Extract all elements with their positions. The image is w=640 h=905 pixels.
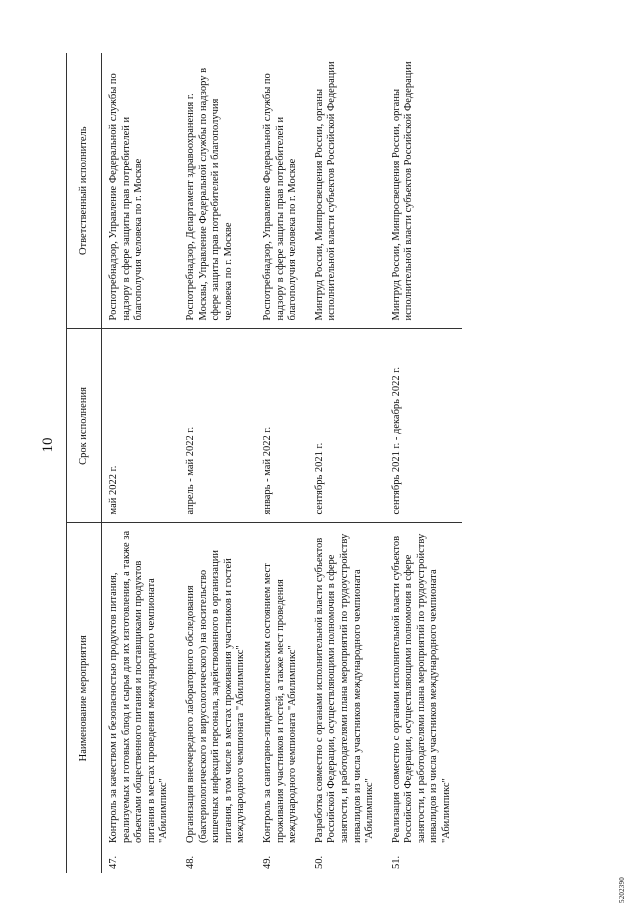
- cell-name: [256, 523, 308, 873]
- header-responsible: Ответственный исполнитель: [67, 53, 102, 329]
- page-number: 10: [40, 437, 56, 453]
- header-term: Срок исполнения: [67, 329, 102, 523]
- row-number: 47.: [108, 855, 119, 869]
- cell-term: апрель - май 2022 г.: [179, 329, 256, 523]
- cell-name: [308, 523, 385, 873]
- cell-responsible: Минтруд России, Минпросвещения России, органы исполнительной власти субъектов Российской Федерации: [385, 53, 462, 329]
- cell-term: январь - май 2022 г.: [256, 329, 308, 523]
- table-header-row: [67, 53, 102, 873]
- measure-name: Контроль за санитарно-эпидемиологическим состоянием мест проживания участников и гостей, а также мест проведения международного чемпионата "Абилимпикс": [261, 563, 299, 843]
- cell-responsible: Минтруд России, Минпросвещения России, органы исполнительной власти субъектов Российской Федерации: [308, 53, 385, 329]
- cell-name: [179, 523, 256, 873]
- table-row: [102, 53, 179, 873]
- cell-term: сентябрь 2021 г.: [308, 329, 385, 523]
- table-row: [385, 53, 462, 873]
- document-code: 5202390: [618, 877, 626, 903]
- cell-name: [102, 523, 179, 873]
- measure-name: Контроль за качеством и безопасностью продуктов питания, реализуемых и готовых блюд и сырья для их изготовления, а также за объектами общественного питания и поставщиками продуктов питания в местах проведения международного чемпионата "Абилимпикс": [108, 530, 170, 843]
- measure-name: Разработка совместно с органами исполнительной власти субъектов Российской Федерации, осуществляющими полномочия в сфере занятости, и работодателями плана мероприятий по трудоустройству инвалидов из числа участников международного чемпионата "Абилимпикс": [313, 533, 376, 843]
- row-number: 49.: [261, 855, 273, 869]
- table-row: [308, 53, 385, 873]
- measure-name: Организация внеочередного лабораторного обследования (бактериологического и вирусологического) на носительство кишечных инфекций персонала, задействованного в организации питания, в том числе в местах проживания участников и гостей международного чемпионата "Абилимпикс": [184, 550, 247, 843]
- table-row: [179, 53, 256, 873]
- row-number: 51.: [390, 855, 402, 869]
- cell-responsible: Роспотребнадзор, Управление Федеральной службы по надзору в сфере защиты прав потребителей и благополучия человека по г. Москве: [102, 53, 179, 329]
- action-plan-table: [66, 53, 462, 873]
- row-number: 50.: [313, 855, 325, 869]
- cell-responsible: Роспотребнадзор, Управление Федеральной службы по надзору в сфере защиты прав потребителей и благополучия человека по г. Москве: [256, 53, 308, 329]
- cell-responsible: Роспотребнадзор, Департамент здравоохранения г. Москвы, Управление Федеральной службы по надзору в сфере защиты прав потребителей и благополучия человека по г. Москве: [179, 53, 256, 329]
- cell-name: [385, 523, 462, 873]
- cell-term: сентябрь 2021 г. - декабрь 2022 г.: [385, 329, 462, 523]
- header-name: Наименование мероприятия: [67, 523, 102, 873]
- cell-term: май 2022 г.: [102, 329, 179, 523]
- row-number: 48.: [184, 855, 196, 869]
- table-row: [256, 53, 308, 873]
- measure-name: Реализация совместно с органами исполнительной власти субъектов Российской Федерации, осуществляющими полномочия в сфере занятости, и работодателями плана мероприятий по трудоустройству инвалидов из числа участников международного чемпионата "Абилимпикс": [390, 533, 453, 843]
